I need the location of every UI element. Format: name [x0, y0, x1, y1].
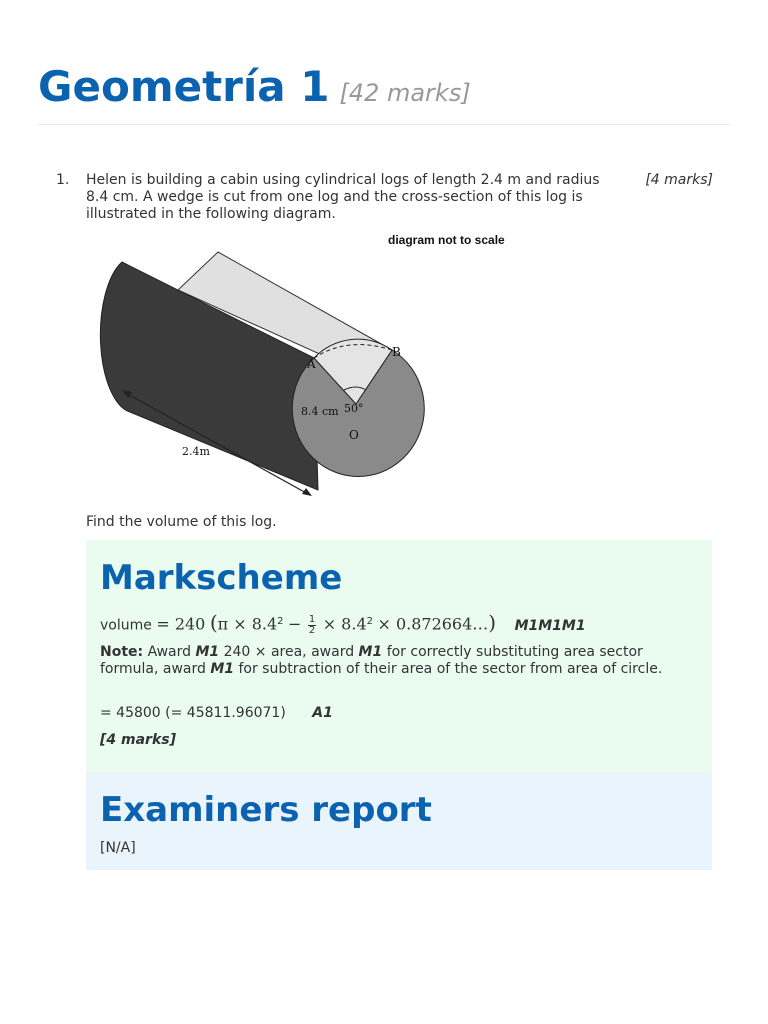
frac-den: 2 — [308, 625, 316, 637]
radius-label: 8.4 cm — [301, 405, 339, 418]
formula-sup-a: 2 — [277, 616, 284, 627]
divider — [38, 124, 730, 125]
examiners-report-panel — [86, 772, 712, 870]
total-marks: [42 marks] — [339, 79, 471, 107]
find-instruction: Find the volume of this log. — [86, 514, 277, 530]
markscheme-heading: Markscheme — [100, 558, 343, 598]
answer-value: = 45800 (= 45811.96071) — [100, 705, 286, 721]
formula-line — [100, 610, 700, 638]
length-label: 2.4m — [182, 445, 210, 458]
note-award-3: M1 — [210, 661, 235, 677]
formula-body-b: × 8.4 — [322, 614, 367, 634]
formula-prefix: volume — [100, 617, 152, 634]
label-b: B — [392, 345, 401, 359]
title-text: Geometría 1 — [38, 62, 330, 111]
answer-line — [100, 705, 700, 722]
note-paragraph — [100, 644, 700, 678]
formula-award: M1M1M1 — [514, 617, 586, 634]
note-text-3: for subtraction of their area of the sector from area of circle. — [238, 661, 663, 677]
label-a: A — [307, 357, 316, 371]
formula-body-a: π × 8.4 — [217, 614, 278, 634]
markscheme-panel — [86, 540, 712, 772]
label-o: O — [349, 428, 359, 442]
answer-award: A1 — [312, 705, 333, 721]
frac-num: 1 — [308, 614, 316, 626]
formula-eq: = 240 — [156, 614, 206, 634]
arrow-head-end — [302, 488, 312, 496]
angle-label: 50° — [344, 402, 364, 415]
note-award-1: M1 — [195, 644, 220, 660]
question-number: 1. — [56, 172, 70, 188]
formula-body-c: × 0.872664… — [377, 614, 489, 634]
note-award-word: Award — [147, 644, 192, 660]
note-text-2: for correctly substituting area sector formula, award — [100, 644, 643, 677]
question-marks: [4 marks] — [645, 172, 713, 188]
examiners-report-text: [N/A] — [100, 840, 136, 856]
page-title — [38, 62, 471, 111]
formula-fraction — [308, 615, 316, 636]
markscheme-total: [4 marks] — [100, 732, 176, 748]
diagram-note: diagram not to scale — [388, 233, 505, 247]
note-award-2: M1 — [358, 644, 383, 660]
log-diagram — [86, 232, 526, 502]
note-label: Note: — [100, 644, 144, 660]
question-text: Helen is building a cabin using cylindrical logs of length 2.4 m and radius 8.4 cm. A wedge is cut from one log and the cross-section of this log is illustrated in the following diagram. — [86, 172, 600, 222]
note-text-1: 240 × area, award — [223, 644, 355, 660]
formula-minus: − — [288, 614, 302, 634]
formula-paren-open: ( — [209, 610, 218, 635]
formula-sup-b: 2 — [366, 616, 373, 627]
examiners-report-heading: Examiners report — [100, 790, 432, 830]
formula-paren-close: ) — [488, 610, 497, 635]
